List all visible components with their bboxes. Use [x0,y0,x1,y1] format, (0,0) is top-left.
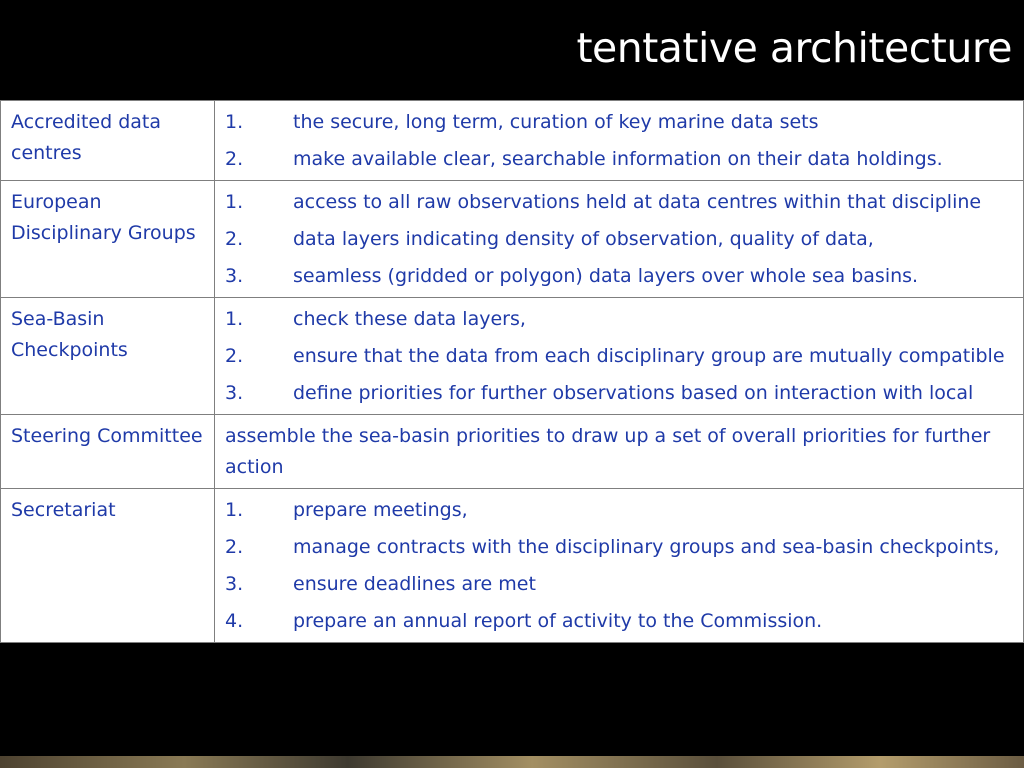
item-number: 1. [225,111,244,133]
list-item [225,606,1014,637]
role-cell: Steering Committee [1,415,215,489]
role-cell: Accredited data centres [1,101,215,181]
responsibilities-cell [215,298,1024,415]
item-number: 1. [225,308,244,330]
list-item [225,378,1014,409]
responsibilities-cell [215,101,1024,181]
responsibilities-cell [215,415,1024,489]
list-item [225,304,1014,335]
table-row [1,415,1024,489]
responsibilities-cell [215,489,1024,643]
item-number: 3. [225,573,244,595]
list-item [225,569,1014,600]
list-item [225,341,1014,372]
item-text: make available clear, searchable information on their data holdings. [293,148,943,170]
item-text: ensure that the data from each disciplinary group are mutually compatible [293,345,1005,367]
item-text: data layers indicating density of observation, quality of data, [293,228,874,250]
slide-title: tentative architecture [576,24,1012,72]
item-number: 2. [225,148,244,170]
role-cell: Secretariat [1,489,215,643]
table-row [1,298,1024,415]
item-text: seamless (gridded or polygon) data layers over whole sea basins. [293,265,919,287]
item-number: 1. [225,499,244,521]
role-cell: Sea-Basin Checkpoints [1,298,215,415]
table-row [1,489,1024,643]
list-item [225,107,1014,138]
item-text: manage contracts with the disciplinary groups and sea-basin checkpoints, [293,536,1000,558]
responsibilities-cell [215,181,1024,298]
background-image-strip [0,756,1024,768]
item-text: prepare an annual report of activity to the Commission. [293,610,823,632]
list-item [225,261,1014,292]
item-number: 2. [225,228,244,250]
title-bar [0,0,1024,100]
responsibility-text: assemble the sea-basin priorities to draw up a set of overall priorities for further action [225,425,991,478]
item-text: access to all raw observations held at data centres within that discipline [293,191,982,213]
item-number: 1. [225,191,244,213]
list-item [225,495,1014,526]
item-text: prepare meetings, [293,499,468,521]
item-number: 2. [225,345,244,367]
list-item [225,144,1014,175]
item-text: ensure deadlines are met [293,573,536,595]
table-row [1,101,1024,181]
item-text: the secure, long term, curation of key marine data sets [293,111,819,133]
item-text: check these data layers, [293,308,526,330]
item-number: 3. [225,382,244,404]
item-number: 4. [225,610,244,632]
item-text: define priorities for further observations based on interaction with local [293,382,974,404]
list-item [225,187,1014,218]
architecture-table [0,100,1024,643]
list-item [225,224,1014,255]
list-item [225,532,1014,563]
item-number: 2. [225,536,244,558]
table-row [1,181,1024,298]
role-cell: European Disciplinary Groups [1,181,215,298]
item-number: 3. [225,265,244,287]
